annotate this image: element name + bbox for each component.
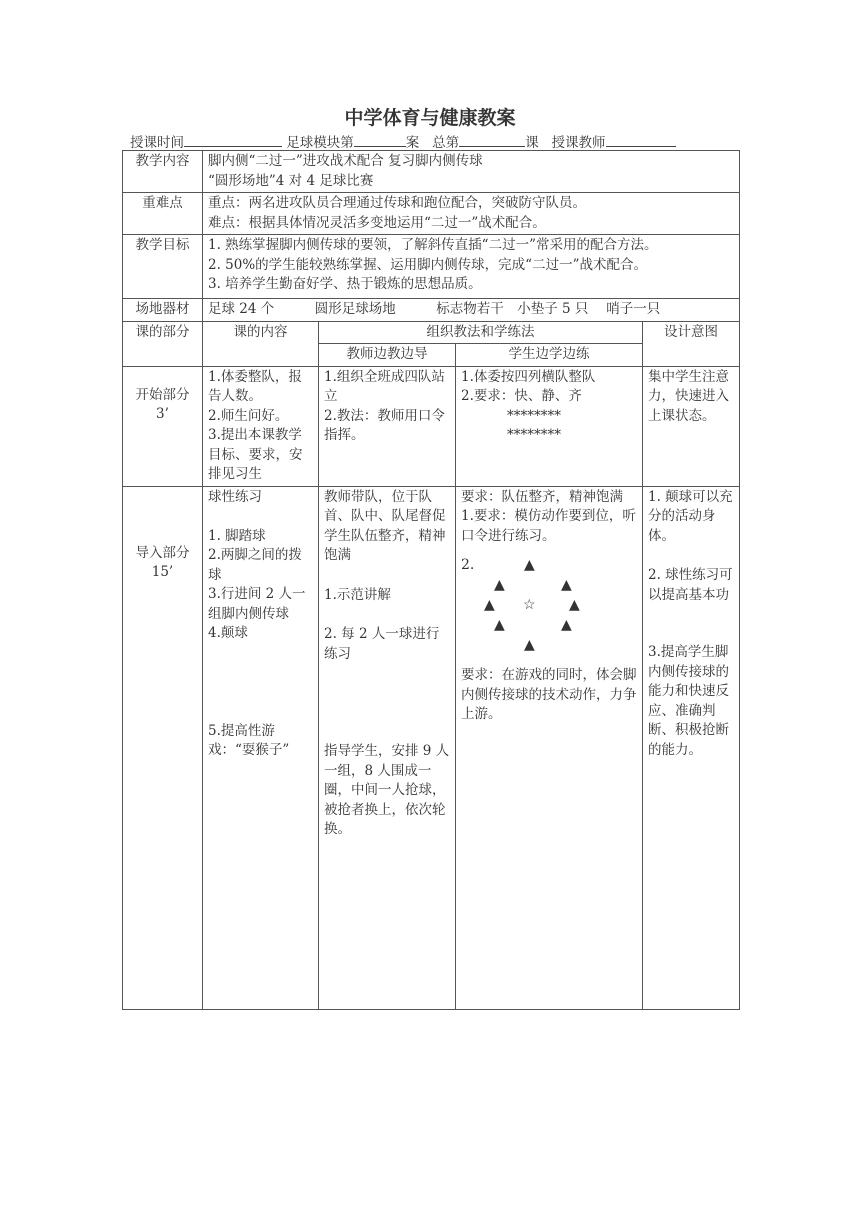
intro-student-req3: 要求：在游戏的同时，体会脚内侧传接球的技术动作，力争上游。: [461, 667, 637, 722]
header-student: 学生边学边练: [456, 344, 643, 367]
keypoints-row: [123, 193, 740, 235]
formation-row: ********: [507, 407, 561, 424]
time-label: 授课时间: [130, 135, 184, 151]
document-title: 中学体育与健康教案: [344, 107, 516, 129]
content-label: 教学内容: [123, 151, 203, 193]
start-content-item: 3.提出本课教学目标、要求，安排见习生: [208, 427, 303, 482]
intro-intent-item: 3.提高学生脚内侧传接球的能力和快速反应、准确判断、积极抢断的能力。: [648, 644, 729, 758]
module-blank: [354, 132, 406, 147]
equipment-text: 足球 24 个 圆形足球场地 标志物若干 小垫子 5 只 哨子一只: [203, 299, 740, 322]
time-blank: [184, 132, 282, 147]
header-row: [123, 321, 740, 344]
keypoint-line: 重点：两名进攻队员合理通过传球和跑位配合，突破防守队员。: [208, 195, 586, 211]
circle-formation-figure: [461, 546, 637, 666]
intro-student-req2: 1.要求：模仿动作要到位，听口令进行练习。: [461, 508, 636, 544]
content-line: “圆形场地”4 对 4 足球比赛: [208, 172, 374, 189]
goals-label: 教学目标: [123, 235, 203, 299]
intro-student: [456, 486, 643, 1009]
lesson-plan-table: [122, 150, 740, 1010]
start-section-row: [123, 366, 740, 486]
formation-row: ********: [507, 427, 561, 443]
player-triangle-icon: ▲: [494, 617, 505, 633]
player-triangle-icon: ▲: [484, 597, 495, 613]
header-method: 组织教法和学练法: [319, 321, 643, 344]
intro-part-name: 导入部分: [135, 544, 190, 561]
equipment-label: 场地器材: [123, 299, 203, 322]
intro-content-item: 4.颠球: [208, 625, 248, 641]
start-student: [456, 366, 643, 486]
start-student-item: 2.要求：快、静、齐: [461, 388, 582, 404]
goals-text: [203, 235, 740, 299]
intro-teacher: [319, 486, 456, 1009]
header-intent: 设计意图: [643, 321, 740, 366]
lesson-meta-line: [130, 131, 740, 151]
intro-content-item: 2.两脚之间的拨球: [208, 547, 302, 583]
intro-intent: [643, 486, 740, 1009]
goals-row: [123, 235, 740, 299]
teacher-label: 授课教师: [551, 135, 606, 151]
start-content-item: 1.体委整队，报告人数。: [208, 368, 302, 404]
goal-line: 1. 熟练掌握脚内侧传球的要领，了解斜传直插“二过一”常采用的配合方法。: [208, 237, 658, 253]
start-teacher-item: 1.组织全班成四队站立: [324, 368, 445, 404]
player-triangle-icon: ▲: [561, 577, 572, 593]
header-part: 课的部分: [123, 321, 203, 366]
content-row: [123, 151, 740, 193]
center-star-icon: ☆: [523, 597, 536, 613]
intro-part-label: [123, 486, 203, 1009]
module-label: 足球模块第: [286, 135, 354, 151]
content-line: 脚内侧“二过一”进攻战术配合 复习脚内侧传球: [208, 153, 483, 169]
start-part-time: 3’: [156, 406, 169, 422]
goal-line: 3. 培养学生勤奋好学、热于锻炼的思想品质。: [208, 276, 482, 292]
intro-intent-item: 1. 颠球可以充分的活动身体。: [648, 488, 733, 544]
intro-part-time: 15’: [151, 564, 174, 580]
intro-teacher-pair: 2. 每 2 人一球进行练习: [324, 626, 440, 662]
start-student-item: 1.体委按四列横队整队: [461, 368, 596, 385]
keypoints-text: [203, 193, 740, 235]
intro-teacher-game: 指导学生，安排 9 人一组，8 人围成一圈，中间一人抢球，被抢者换上，依次轮换。: [324, 743, 450, 837]
header-content: 课的内容: [203, 321, 319, 366]
intro-section-row: [123, 486, 740, 1009]
goal-line: 2. 50%的学生能较熟练掌握、运用脚内侧传球，完成“二过一”战术配合。: [208, 256, 647, 273]
start-part-name: 开始部分: [135, 386, 190, 403]
intro-teacher-demo: 1.示范讲解: [324, 586, 391, 603]
header-teacher: 教师边教边导: [319, 344, 456, 367]
total-blank: [459, 132, 525, 147]
start-teacher: [319, 366, 456, 486]
start-intent: 集中学生注意力，快速进入上课状态。: [643, 366, 740, 486]
content-text: [203, 151, 740, 193]
intro-intent-item: 2. 球性练习可以提高基本功: [648, 567, 733, 603]
intro-teacher-lead: 教师带队，位于队首、队中、队尾督促学生队伍整齐，精神饱满: [324, 488, 446, 563]
total-label: 总第: [432, 135, 460, 151]
intro-content-item: 1. 脚踏球: [208, 527, 266, 544]
keypoints-label: 重难点: [123, 193, 203, 235]
start-teacher-item: 2.教法：教师用口令指挥。: [324, 407, 445, 443]
intro-content-game: 5.提高性游戏：“耍猴子”: [208, 722, 290, 758]
intro-content: [203, 486, 319, 1009]
difficulty-line: 难点：根据具体情况灵活多变地运用“二过一”战术配合。: [208, 214, 546, 231]
player-triangle-icon: ▲: [494, 577, 505, 593]
equipment-row: [123, 299, 740, 322]
start-content-item: 2.师生问好。: [208, 407, 289, 424]
start-part-label: [123, 366, 203, 486]
case-label: 案: [405, 135, 420, 151]
lesson-label: 课: [525, 135, 539, 151]
teacher-blank: [606, 132, 676, 147]
player-triangle-icon: ▲: [561, 617, 572, 633]
figure-number: 2.: [461, 557, 475, 573]
player-triangle-icon: ▲: [524, 637, 535, 653]
intro-content-heading: 球性练习: [208, 488, 262, 505]
intro-student-req1: 要求：队伍整齐，精神饱满: [461, 488, 623, 505]
intro-content-item: 3.行进间 2 人一组脚内侧传球: [208, 586, 306, 622]
player-triangle-icon: ▲: [524, 557, 535, 573]
player-triangle-icon: ▲: [569, 597, 580, 613]
start-content: [203, 366, 319, 486]
